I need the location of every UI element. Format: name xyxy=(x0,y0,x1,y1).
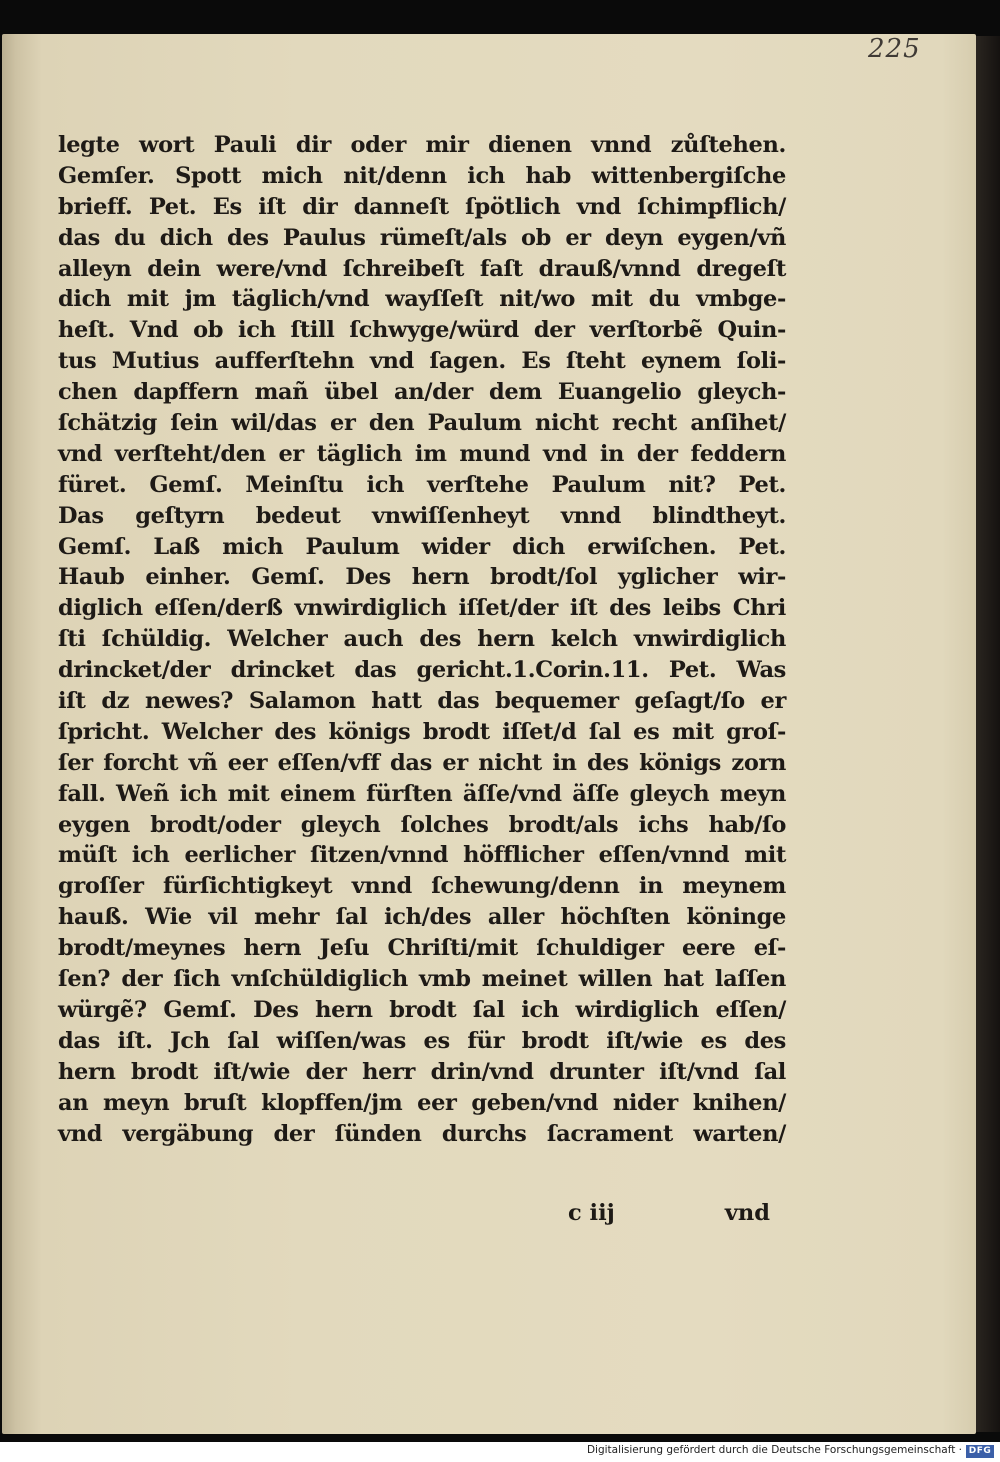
text-line: fall. Weñ ich mit einem fürſten äſſe/vnd äſſe gleych meyn xyxy=(58,780,786,807)
text-line: groſſer fürſichtigkeyt vnnd ſchewung/denn in meynem xyxy=(58,873,786,900)
text-line: drincket/der drincket das gericht.1.Corin.11. Pet. Was xyxy=(58,657,786,684)
text-line: dich mit jm täglich/vnd wayſſeſt nit/wo mit du vmbge- xyxy=(58,286,786,313)
text-line: diglich eſſen/derß vnwirdiglich iſſet/der iſt des leibs Chri xyxy=(58,595,786,622)
signature-line xyxy=(560,1200,770,1234)
text-line: ſer forcht vñ eer eſſen/vff das er nicht in des königs zorn xyxy=(58,749,786,776)
text-line: ſen? der ſich vnſchüldiglich vmb meinet willen hat laſſen xyxy=(58,966,786,993)
dfg-logo-icon: DFG xyxy=(966,1445,994,1458)
text-line: brodt/meynes hern Jeſu Chriſti/mit ſchuldiger eere eſ- xyxy=(58,935,786,962)
text-line: legte wort Pauli dir oder mir dienen vnnd zůſtehen. xyxy=(58,132,786,158)
text-line: das du dich des Paulus rümeſt/als ob er deyn eygen/vñ xyxy=(58,224,786,251)
text-line: iſt dz newes? Salamon hatt das bequemer geſagt/ſo er xyxy=(58,688,786,715)
text-line: ſpricht. Welcher des königs brodt iſſet/d ſal es mit groſ- xyxy=(58,718,786,745)
text-line: Gemſ. Laß mich Paulum wider dich erwiſchen. Pet. xyxy=(58,533,786,560)
text-line: hauß. Wie vil mehr ſal ich/des aller höchſten köninge xyxy=(58,904,786,931)
text-line: würgẽ? Gemſ. Des hern brodt ſal ich wirdiglich eſſen/ xyxy=(58,996,786,1023)
catchword: vnd xyxy=(724,1200,770,1226)
text-line: chen dapffern mañ übel an/der dem Euangelio gleych- xyxy=(58,379,786,406)
text-line: Gemſer. Spott mich nit/denn ich hab wittenbergiſche xyxy=(58,162,786,189)
signature-mark: c iij xyxy=(568,1200,615,1226)
page-edge-shadow xyxy=(976,36,1000,1432)
text-line: eygen brodt/oder gleych ſolches brodt/als ichs hab/ſo xyxy=(58,811,786,838)
text-line: füret. Gemſ. Meinſtu ich verſtehe Paulum nit? Pet. xyxy=(58,471,786,498)
text-line: müſt ich eerlicher ſitzen/vnnd höfflicher eſſen/vnnd mit xyxy=(58,842,786,869)
text-block xyxy=(58,130,786,1149)
text-line: Haub einher. Gemſ. Des hern brodt/ſol yglicher wir- xyxy=(58,564,786,591)
text-line: an meyn bruſt klopffen/jm eer geben/vnd nider knihen/ xyxy=(58,1089,786,1116)
text-line: hern brodt iſt/wie der herr drin/vnd drunter iſt/vnd ſal xyxy=(58,1058,786,1085)
text-line: ſchätzig ſein wil/das er den Paulum nicht recht anſihet/ xyxy=(58,410,786,437)
footer-credit: Digitalisierung gefördert durch die Deutsche Forschungsgemeinschaft · xyxy=(586,1444,962,1456)
text-line: ſti ſchüldig. Welcher auch des hern kelch vnwirdiglich xyxy=(58,626,786,653)
folio-number: 225 xyxy=(868,34,921,64)
text-line: vnd verſteht/den er täglich im mund vnd in der feddern xyxy=(58,440,786,467)
text-line: heſt. Vnd ob ich ſtill ſchwyge/würd der verſtorbẽ Quin- xyxy=(58,317,786,344)
text-line: das iſt. Jch ſal wiſſen/was es für brodt iſt/wie es des xyxy=(58,1027,786,1054)
text-line: vnd vergäbung der ſünden durchs ſacrament warten/ xyxy=(58,1120,786,1147)
text-line: brieff. Pet. Es iſt dir danneſt ſpötlich vnd ſchimpflich/ xyxy=(58,193,786,220)
text-line: tus Mutius aufferſtehn vnd ſagen. Es ſteht eynem ſoli- xyxy=(58,348,786,375)
text-line: alleyn dein were/vnd ſchreibeſt faſt drauß/vnnd dregeſt xyxy=(58,255,786,282)
text-line: Das geſtyrn bedeut vnwiſſenheyt vnnd blindtheyt. xyxy=(58,502,786,529)
